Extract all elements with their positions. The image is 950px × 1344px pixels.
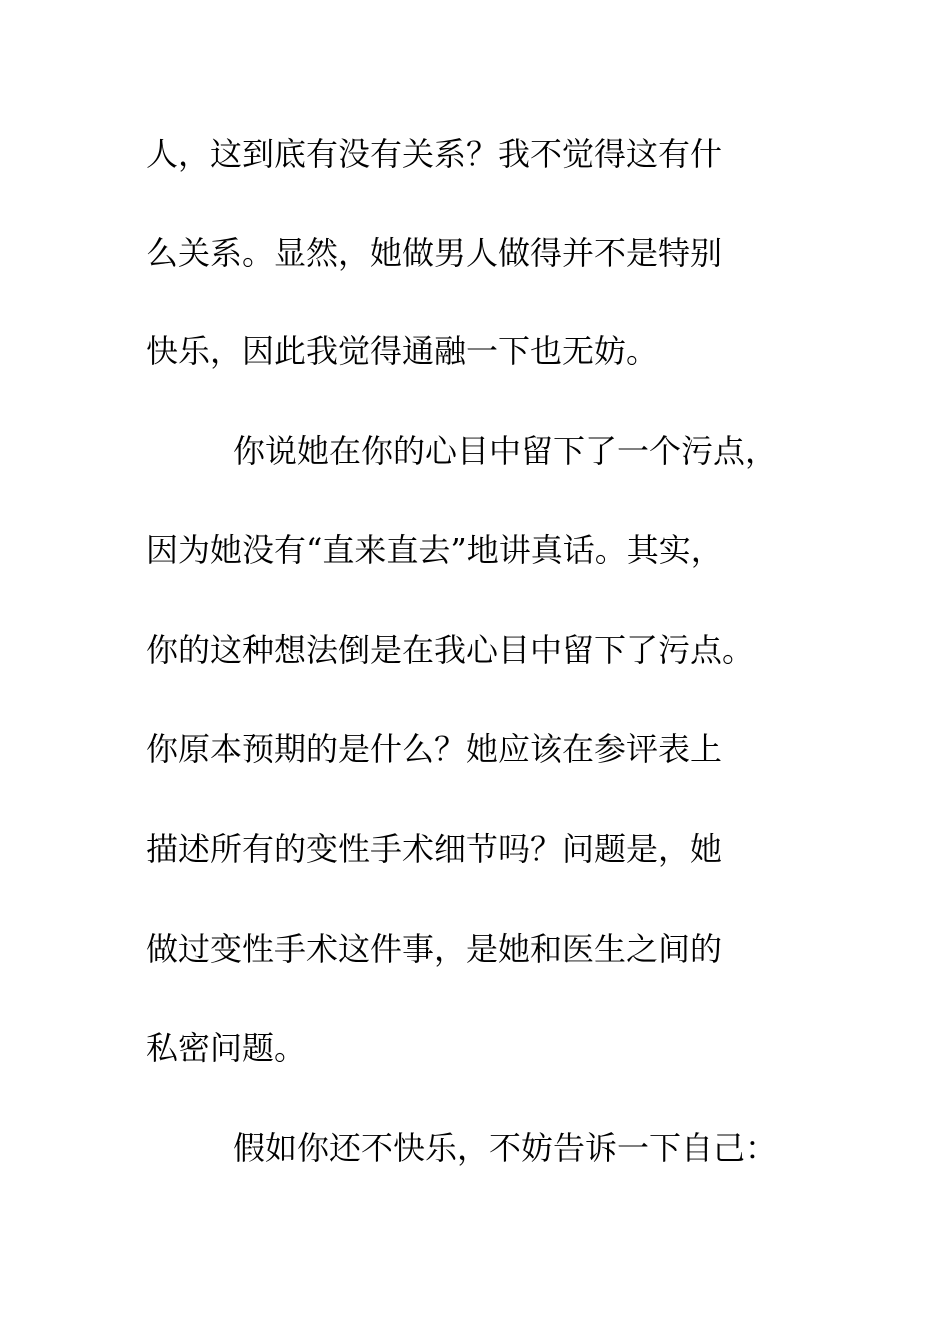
text-line-5: 因为她没有“直来直去”地讲真话。其实， <box>146 531 723 569</box>
text-line-9: 做过变性手术这件事，是她和医生之间的 <box>146 930 723 968</box>
text-line-6: 你的这种想法倒是在我心目中留下了污点。 <box>146 631 755 669</box>
text-line-10: 私密问题。 <box>146 1029 307 1067</box>
text-line-2: 么关系。显然，她做男人做得并不是特别 <box>146 234 723 272</box>
text-line-4-paragraph-start: 你说她在你的心目中留下了一个污点， <box>233 432 778 470</box>
text-line-3: 快乐，因此我觉得通融一下也无妨。 <box>146 332 659 370</box>
text-line-11-paragraph-start: 假如你还不快乐，不妨告诉一下自己： <box>233 1129 778 1167</box>
text-line-7: 你原本预期的是什么？她应该在参评表上 <box>146 730 723 768</box>
text-line-8: 描述所有的变性手术细节吗？问题是，她 <box>146 830 723 868</box>
text-line-1: 人，这到底有没有关系？我不觉得这有什 <box>146 135 723 173</box>
